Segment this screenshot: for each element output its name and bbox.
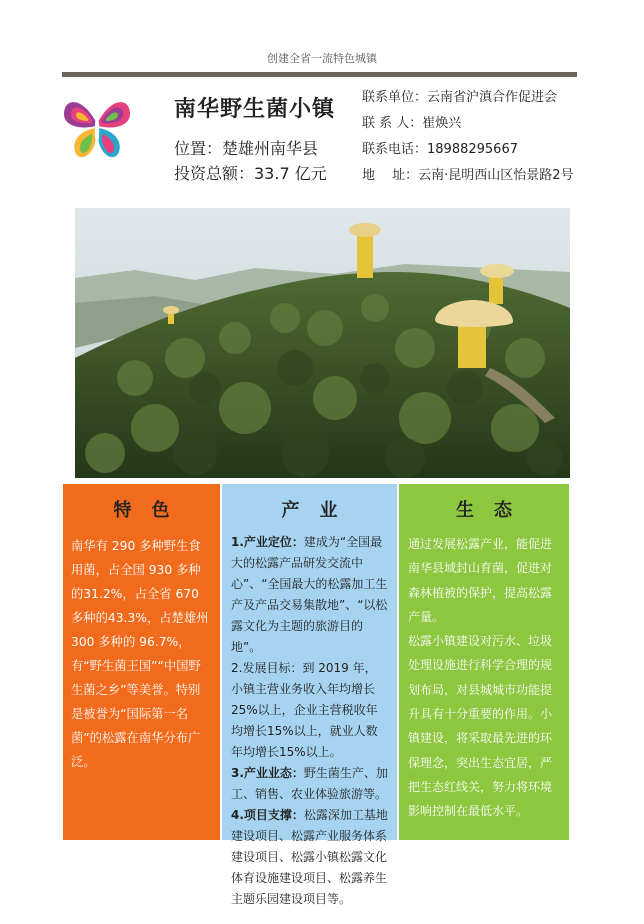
industry-item1-label: 1.产业定位：	[231, 535, 304, 549]
industry-item4-text: 松露深加工基地建设项目、松露产业服务体系建设项目、松露小镇松露文化体育设施建设项目、松露养生主题乐园建设项目等。	[231, 808, 388, 906]
industry-item-goals: 2.发展目标：到 2019 年，小镇主营业务收入年均增长 25%以上，企业主营税收年均增长15%以上，就业人数年均增长15%以上。	[231, 661, 378, 759]
industry-item-formats	[231, 763, 388, 805]
ecology-panel	[399, 484, 569, 840]
industry-panel	[222, 484, 397, 906]
contact-person-label: 联 系 人：	[362, 116, 423, 131]
contact-person-row	[362, 112, 461, 131]
contact-unit-row	[362, 86, 557, 105]
project-investment: 投资总额：33.7 亿元	[174, 164, 327, 183]
ecology-heading: 生态	[456, 500, 532, 521]
contact-address-value: 云南·昆明西山区怡景路2号	[418, 168, 574, 183]
page-header-text: 创建全省一流特色城镇	[267, 52, 377, 65]
industry-heading: 产业	[281, 500, 358, 521]
industry-item-projects	[231, 805, 388, 910]
industry-item3-text: 野生菌生产、加工、销售、农业体验旅游等。	[231, 766, 388, 801]
industry-item1-text: 建成为“全国最大的松露产品研发交流中心”、“全国最大的松露加工生产及产品交易集散地”、“以松露文化为主题的旅游目的地”。	[231, 535, 388, 654]
ecology-paragraph-2: 松露小镇建设对污水、垃圾处理设施进行科学合理的规划布局，对县城城市功能提升具有十分重要的作用。小镇建设，将采取最先进的环保理念，突出生态宜居，严把生态红线关，努力将环境影响控制在最低水平。	[408, 634, 553, 819]
butterfly-logo-icon	[62, 92, 132, 164]
mushroom-town-photo	[75, 208, 570, 478]
features-text: 南华有 290 多种野生食用菌，占全国 930 多种的31.2%，占全省 670 多种的43.3%，占楚雄州 300 多种的 96.7%，有“野生菌王国”“中国野生菌之乡”等美誉。特别是被誉为“国际第一名菌”的松露在南华分布广泛。	[71, 539, 209, 769]
project-title: 南华野生菌小镇	[174, 97, 336, 122]
contact-phone-row	[362, 138, 518, 157]
features-heading: 特色	[113, 500, 190, 521]
contact-person-value: 崔焕兴	[422, 116, 462, 131]
header-rule	[62, 72, 577, 77]
contact-phone-label: 联系电话：	[362, 142, 428, 157]
contact-phone-value: 18988295667	[427, 142, 518, 157]
industry-body	[222, 528, 397, 910]
ecology-paragraph-1: 通过发展松露产业，能促进南华县域封山育菌，促进对森林植被的保护，提高松露产量。	[408, 537, 553, 624]
industry-item4-label: 4.项目支撑：	[231, 808, 304, 822]
industry-item3-label: 3.产业业态：	[231, 766, 304, 780]
ecology-body	[399, 528, 569, 824]
contact-address-row	[362, 164, 574, 183]
contact-unit-label: 联系单位：	[362, 90, 428, 105]
industry-item-positioning	[231, 532, 388, 658]
features-panel	[63, 484, 220, 840]
contact-address-label: 地 址：	[362, 168, 419, 183]
project-location: 位置：楚雄州南华县	[174, 139, 319, 158]
contact-unit-value: 云南省沪滇合作促进会	[427, 90, 558, 105]
